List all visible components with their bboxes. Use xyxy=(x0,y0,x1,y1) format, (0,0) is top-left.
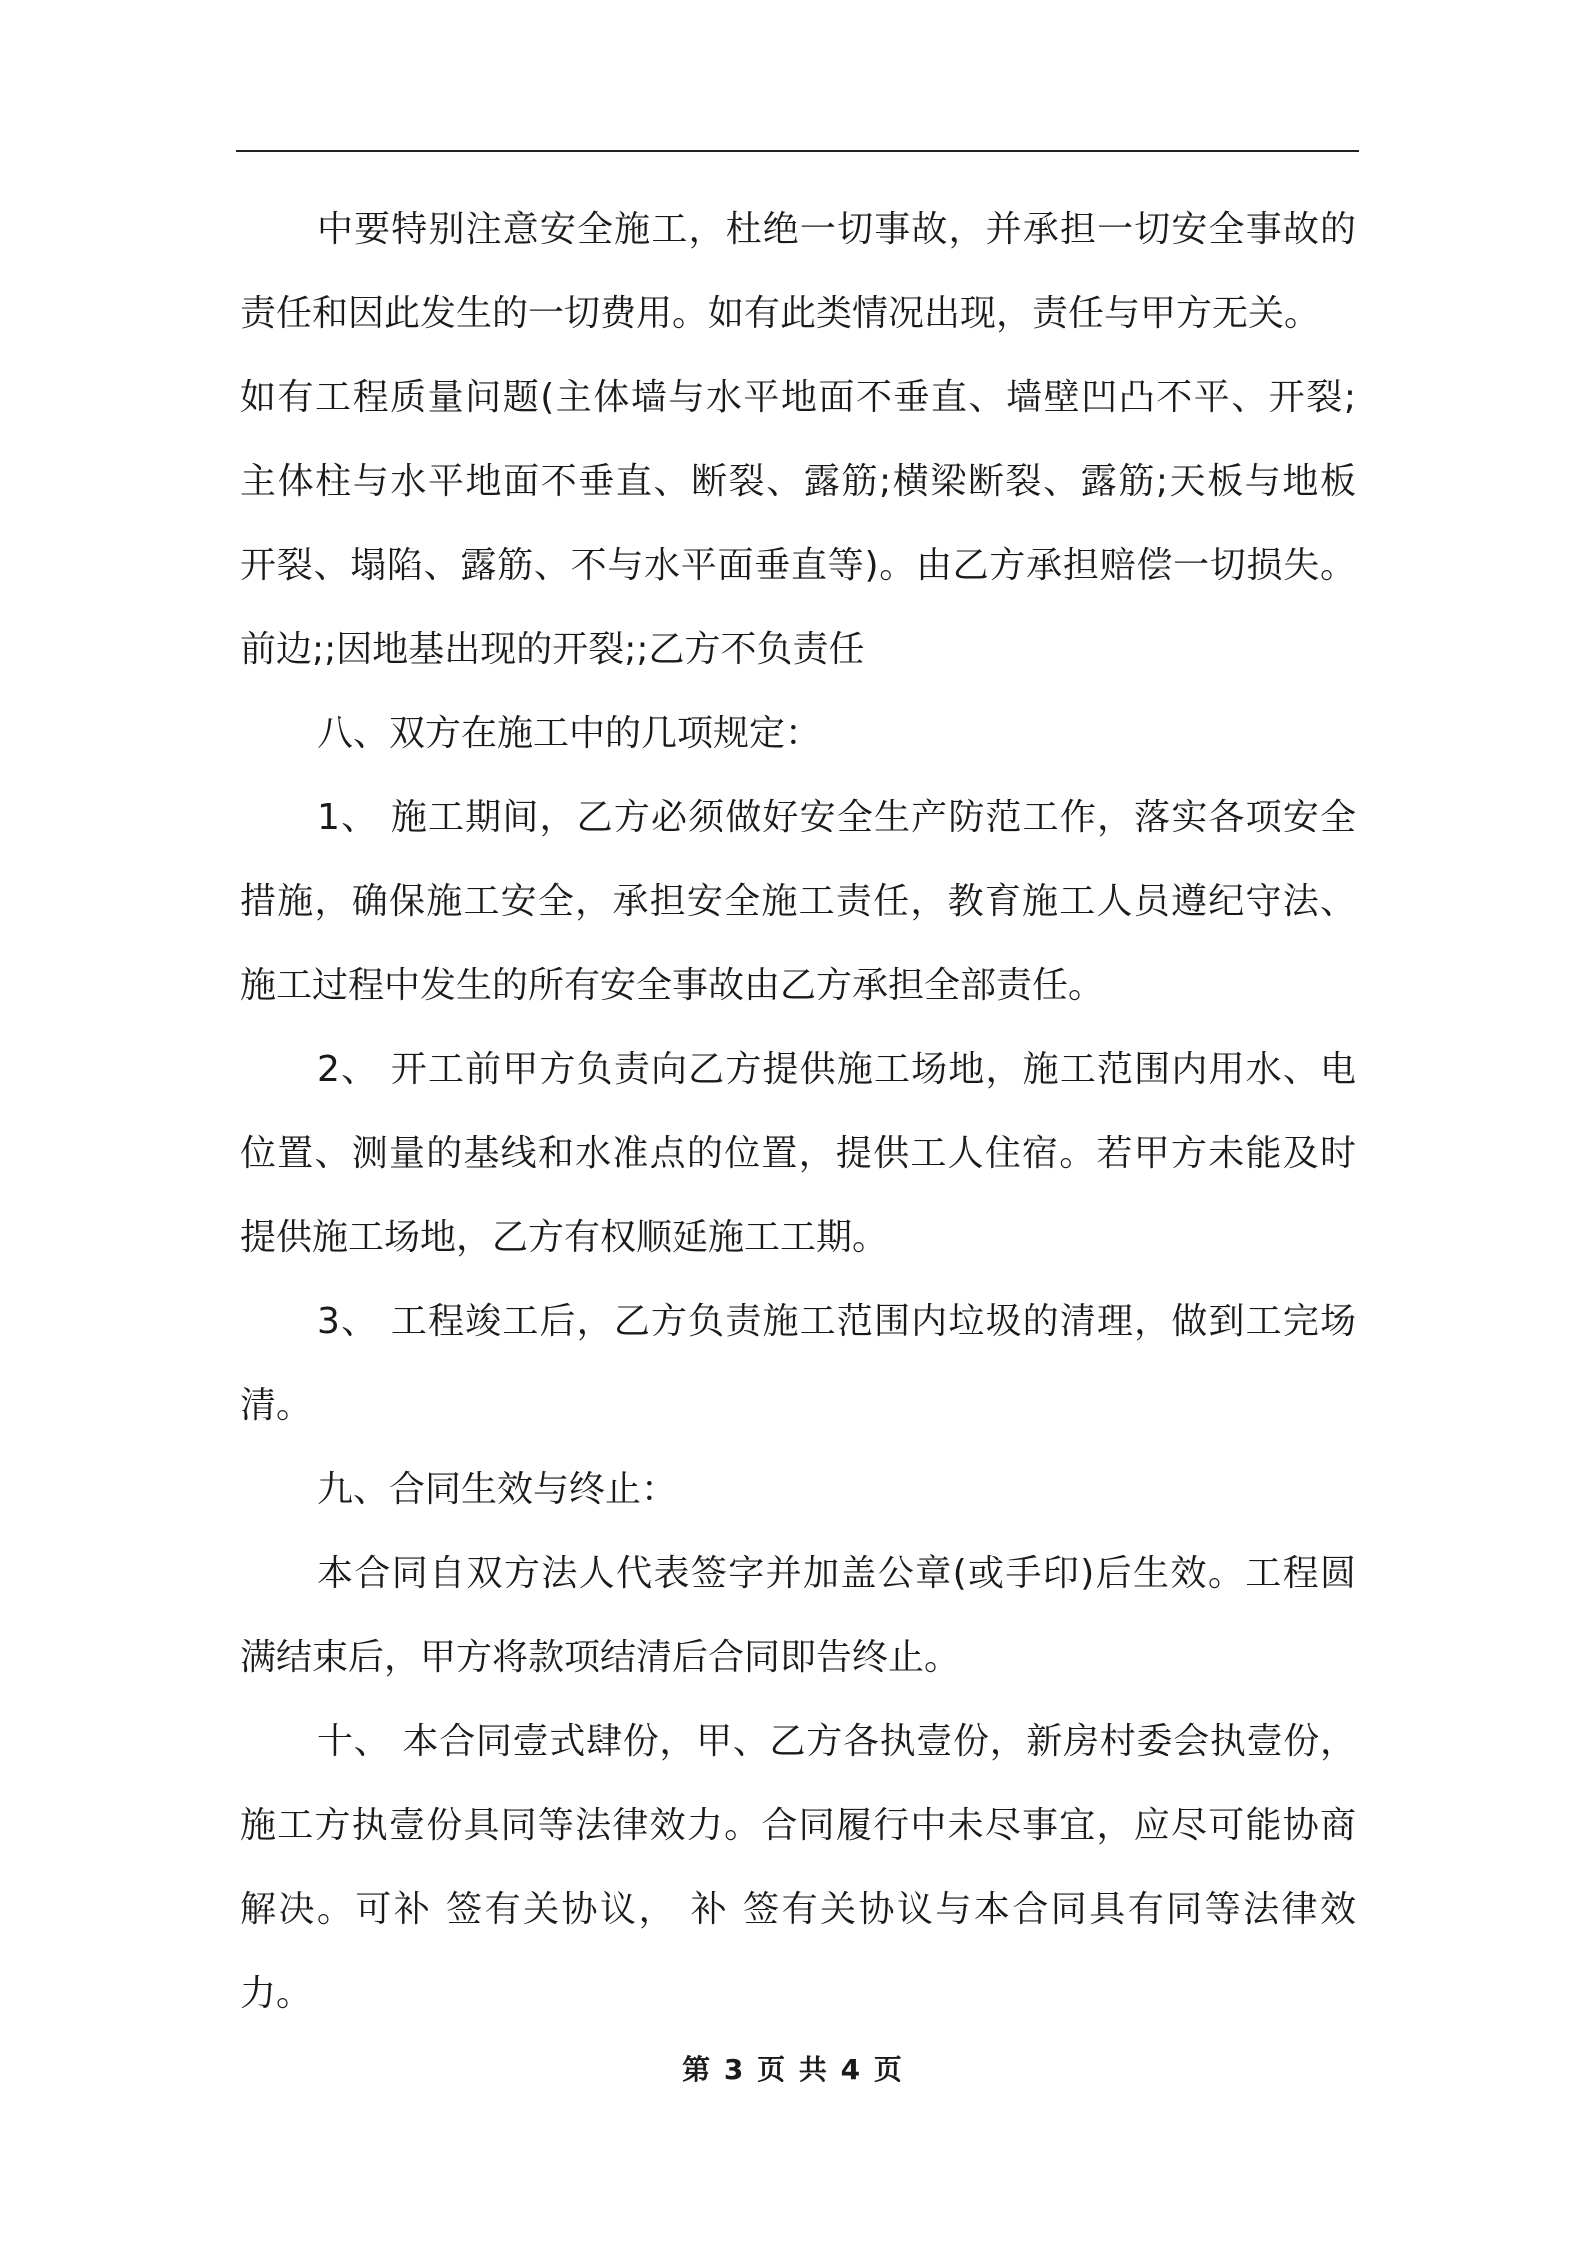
section-heading: 九、合同生效与终止： xyxy=(317,1469,678,1510)
text-line: 1、 施工期间，乙方必须做好安全生产防范工作，落实各项安全 xyxy=(317,797,1356,838)
text-line: 责任和因此发生的一切费用。如有此类情况出现，责任与甲方无关。 xyxy=(240,293,1321,334)
text-line: 提供施工场地，乙方有权顺延施工工期。 xyxy=(240,1217,889,1258)
header-rule xyxy=(236,150,1359,152)
text-line: 力。 xyxy=(240,1973,313,2014)
text-line: 满结束后，甲方将款项结清后合同即告终止。 xyxy=(240,1637,961,1678)
document-body xyxy=(240,188,1356,2036)
page-number-label: 第 3 页 共 4 页 xyxy=(682,2053,904,2086)
text-line: 主体柱与水平地面不垂直、断裂、露筋;横梁断裂、露筋;天板与地板 xyxy=(240,461,1356,502)
section-heading: 八、双方在施工中的几项规定： xyxy=(317,713,822,754)
text-line: 中要特别注意安全施工，杜绝一切事故，并承担一切安全事故的 xyxy=(317,209,1356,250)
text-line: 解决。可补 签有关协议， 补 签有关协议与本合同具有同等法律效 xyxy=(240,1889,1356,1930)
page-number-footer xyxy=(0,2048,1586,2088)
text-line: 2、 开工前甲方负责向乙方提供施工场地，施工范围内用水、电 xyxy=(317,1049,1356,1090)
text-line: 开裂、塌陷、露筋、不与水平面垂直等)。由乙方承担赔偿一切损失。 xyxy=(240,545,1356,586)
text-line: 前边;;因地基出现的开裂;;乙方不负责任 xyxy=(240,629,865,670)
text-line: 3、 工程竣工后，乙方负责施工范围内垃圾的清理，做到工完场 xyxy=(317,1301,1356,1342)
text-line: 如有工程质量问题(主体墙与水平地面不垂直、墙壁凹凸不平、开裂; xyxy=(240,377,1356,418)
text-line: 十、 本合同壹式肆份，甲、乙方各执壹份，新房村委会执壹份， xyxy=(317,1721,1356,1762)
text-line: 清。 xyxy=(240,1385,313,1426)
text-line: 本合同自双方法人代表签字并加盖公章(或手印)后生效。工程圆 xyxy=(317,1553,1356,1594)
text-line: 措施，确保施工安全，承担安全施工责任，教育施工人员遵纪守法、 xyxy=(240,881,1356,922)
text-line: 施工过程中发生的所有安全事故由乙方承担全部责任。 xyxy=(240,965,1105,1006)
text-line: 施工方执壹份具同等法律效力。合同履行中未尽事宜，应尽可能协商 xyxy=(240,1805,1356,1846)
text-line: 位置、测量的基线和水准点的位置，提供工人住宿。若甲方未能及时 xyxy=(240,1133,1356,1174)
